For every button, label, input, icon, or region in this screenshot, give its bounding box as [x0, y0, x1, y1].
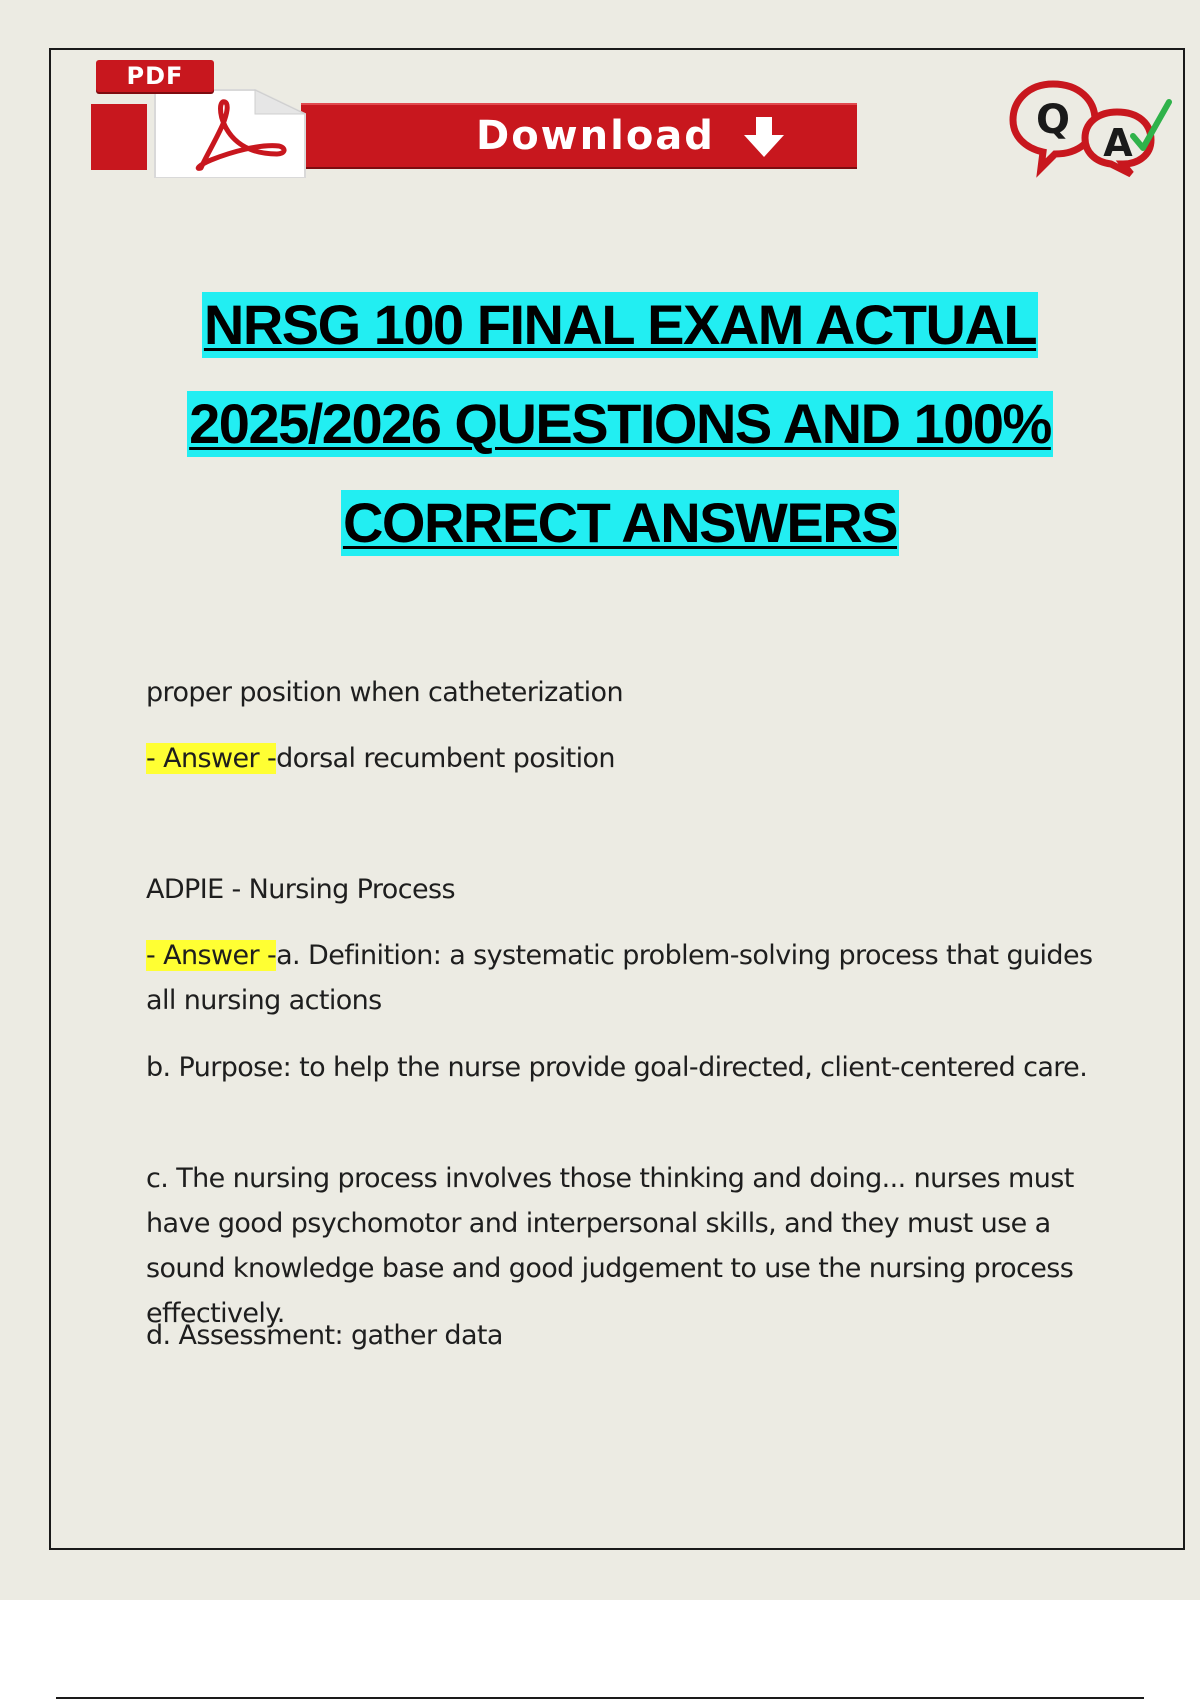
download-arrow-icon: [741, 117, 787, 157]
answer-2-point-d: d. Assessment: gather data: [146, 1320, 503, 1351]
document-title: [100, 292, 1140, 589]
answer-2-text: a. Definition: a systematic problem-solving process that guides all nursing actions: [146, 940, 1093, 1016]
question-1: proper position when catheterization: [146, 677, 623, 708]
title-line-2: 2025/2026 QUESTIONS AND 100%: [189, 392, 1051, 455]
answer-2-point-b: b. Purpose: to help the nurse provide goal-directed, client-centered care.: [146, 1052, 1088, 1083]
pdf-download-banner[interactable]: [91, 60, 861, 178]
answer-1-prefix: - Answer -: [146, 743, 277, 774]
answer-1-text: dorsal recumbent position: [276, 743, 615, 774]
title-line-1: NRSG 100 FINAL EXAM ACTUAL: [203, 293, 1037, 356]
footer-divider: [56, 1697, 1144, 1699]
pdf-tab-label: PDF: [96, 60, 214, 92]
answer-1: [146, 736, 615, 781]
answer-2: [146, 933, 1106, 1023]
banner-left-block: [91, 104, 147, 170]
title-line-3: CORRECT ANSWERS: [342, 491, 898, 554]
qa-q-letter: Q: [1035, 97, 1071, 143]
download-label: Download: [476, 113, 715, 159]
qa-a-letter: A: [1103, 121, 1133, 165]
answer-2-prefix: - Answer -: [146, 940, 277, 971]
qa-check-logo-icon: [1005, 78, 1175, 178]
download-bar[interactable]: [301, 103, 857, 169]
answer-2-point-c: c. The nursing process involves those thinking and doing... nurses must have good psychomotor and interpersonal skills, and they must use a sound knowledge base and good judgement to use the nursing process effectively.: [146, 1163, 1074, 1329]
question-2: ADPIE - Nursing Process: [146, 874, 455, 905]
